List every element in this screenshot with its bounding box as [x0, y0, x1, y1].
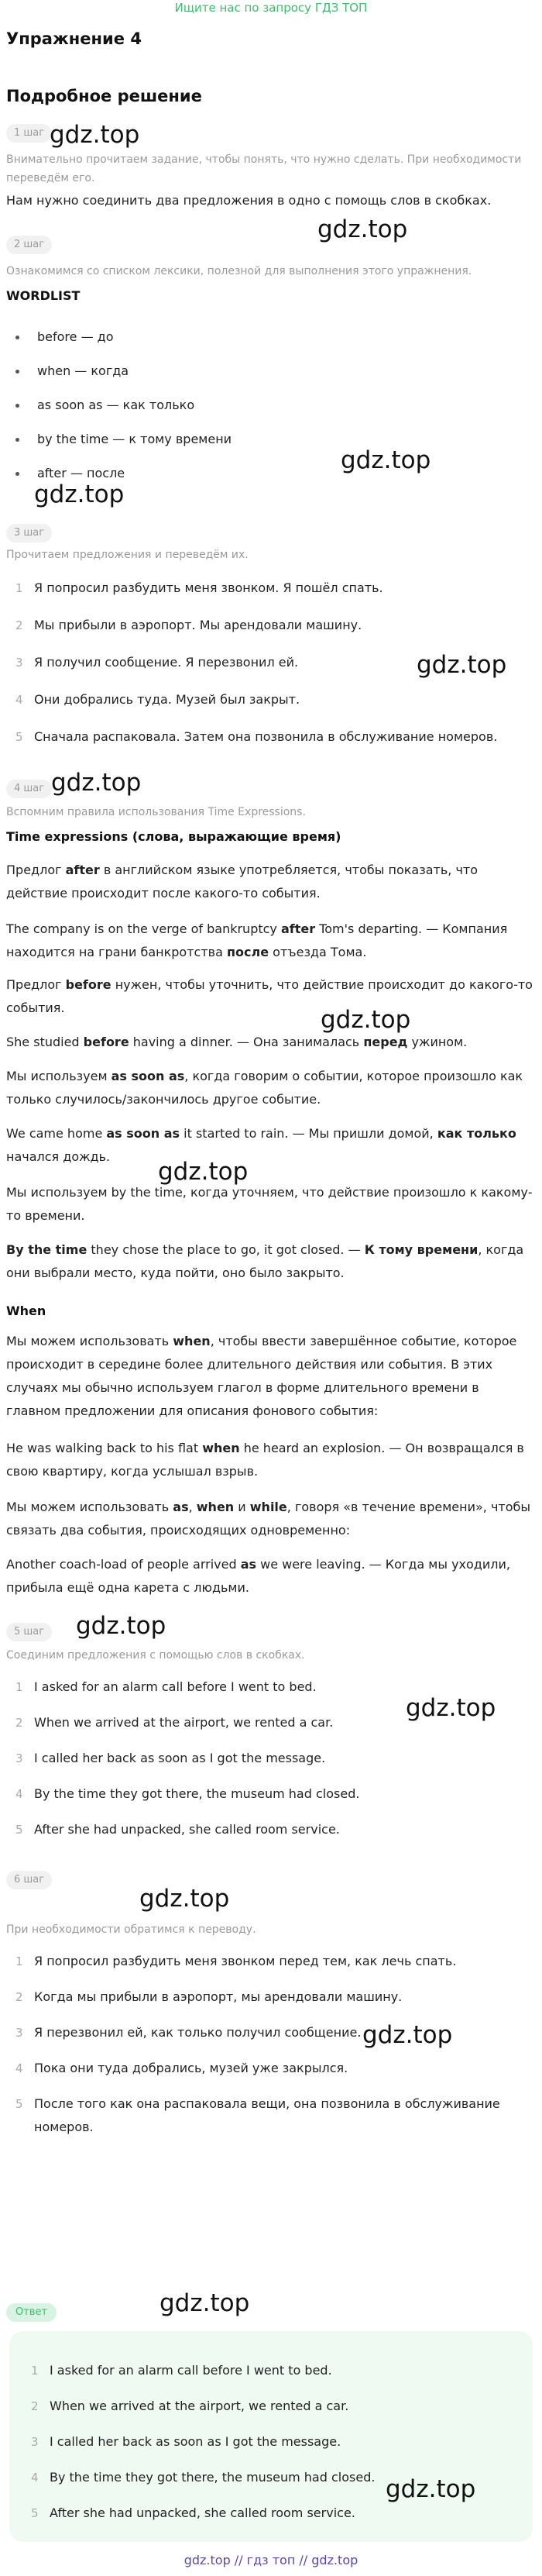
time-expressions-heading: Time expressions (слова, выражающие время) — [6, 829, 341, 844]
rule-as-while: Мы можем использовать as, when и while, говоря «в течение времени», чтобы связать два события, происходящих одновременно: — [6, 1500, 530, 1538]
example-when: He was walking back to his flat when he heard an explosion. — Он возвращался в свою квартиру, когда услышал взрыв. — [6, 1441, 524, 1479]
example-as: Another coach-load of people arrived as we were leaving. — Когда мы уходили, прибыла ещё одна карета с людьми. — [6, 1557, 510, 1595]
watermark: gdz.top — [76, 1612, 166, 1640]
watermark: gdz.top — [406, 1694, 496, 1722]
watermark: gdz.top — [321, 1006, 411, 1034]
step-6-note: При необходимости обратимся к переводу. — [6, 1923, 256, 1936]
example-after: The company is on the verge of bankruptcy after Tom's departing. — Компания находится на грани банкротства после отъезда Тома. — [6, 921, 508, 959]
rule-as-soon-as: Мы используем as soon as, когда говорим о событии, которое произошло как только случилось/закончилось другое событие. — [6, 1069, 523, 1107]
step-5-badge: 5 шаг — [6, 1623, 52, 1641]
bullet-icon — [15, 370, 19, 374]
bullet-icon — [15, 438, 19, 442]
bullet-icon — [15, 336, 19, 339]
watermark: gdz.top — [158, 1158, 249, 1186]
watermark: gdz.top — [386, 2475, 476, 2503]
top-banner[interactable]: Ищите нас по запросу ГДЗ ТОП — [174, 1, 368, 15]
watermark: gdz.top — [417, 651, 507, 679]
rule-after: Предлог after в английском языке употребляется, чтобы показать, что действие происходит после какого-то события. — [6, 863, 479, 901]
rule-by-the-time: Мы используем by the time, когда уточняем, что действие произошло к какому-то времени. — [6, 1185, 533, 1223]
rule-before: Предлог before нужен, чтобы уточнить, что действие происходит до какого-то события. — [6, 977, 533, 1015]
step-1-text: Нам нужно соединить два предложения в одно с помощь слов в скобках. — [6, 193, 492, 208]
watermark: gdz.top — [160, 2289, 250, 2317]
page-title: Упражнение 4 — [6, 29, 142, 48]
step-3-note: Прочитаем предложения и переведём их. — [6, 549, 249, 561]
bullet-icon — [15, 472, 19, 476]
step-2-note: Ознакомимся со списком лексики, полезной для выполнения этого упражнения. — [6, 265, 472, 277]
example-by-the-time: By the time they chose the place to go, it got closed. — К тому времени, когда они выбрали место, куда пойти, оно было закрыто. — [6, 1242, 524, 1280]
watermark: gdz.top — [50, 121, 140, 149]
example-before: She studied before having a dinner. — Она занималась перед ужином. — [6, 1035, 468, 1049]
watermark: gdz.top — [34, 480, 125, 508]
watermark: gdz.top — [317, 215, 408, 243]
watermark: gdz.top — [139, 1885, 230, 1913]
step-1-badge: 1 шаг — [6, 124, 52, 143]
wordlist-heading: WORDLIST — [6, 288, 81, 303]
step-6-badge: 6 шаг — [6, 1871, 52, 1889]
step-4-badge: 4 шаг — [6, 780, 52, 798]
watermark: gdz.top — [51, 769, 142, 797]
section-title: Подробное решение — [6, 87, 202, 105]
footer-links[interactable]: gdz.top // гдз топ // gdz.top — [184, 2553, 358, 2567]
step-2-badge: 2 шаг — [6, 236, 52, 254]
step-4-note: Вспомним правила использования Time Expressions. — [6, 806, 306, 818]
rule-when: Мы можем использовать when, чтобы ввести завершённое событие, которое происходит в середине более длительного действия или события. В этих случаях мы обычно используем глагол в форме длительного времени в главном предложении для описания фонового события: — [6, 1334, 517, 1418]
watermark: gdz.top — [341, 446, 431, 474]
bullet-icon — [15, 404, 19, 408]
step-5-note: Соединим предложения с помощью слов в скобках. — [6, 1649, 305, 1662]
step-1-note: Внимательно прочитаем задание, чтобы понять, что нужно сделать. При необходимости переведём его. — [6, 153, 522, 184]
example-as-soon-as: We came home as soon as it started to rain. — Мы пришли домой, как только начался дождь. — [6, 1126, 516, 1164]
answer-badge: Ответ — [6, 2303, 57, 2322]
watermark: gdz.top — [362, 2021, 453, 2049]
step-3-badge: 3 шаг — [6, 524, 52, 542]
when-heading: When — [6, 1303, 46, 1318]
